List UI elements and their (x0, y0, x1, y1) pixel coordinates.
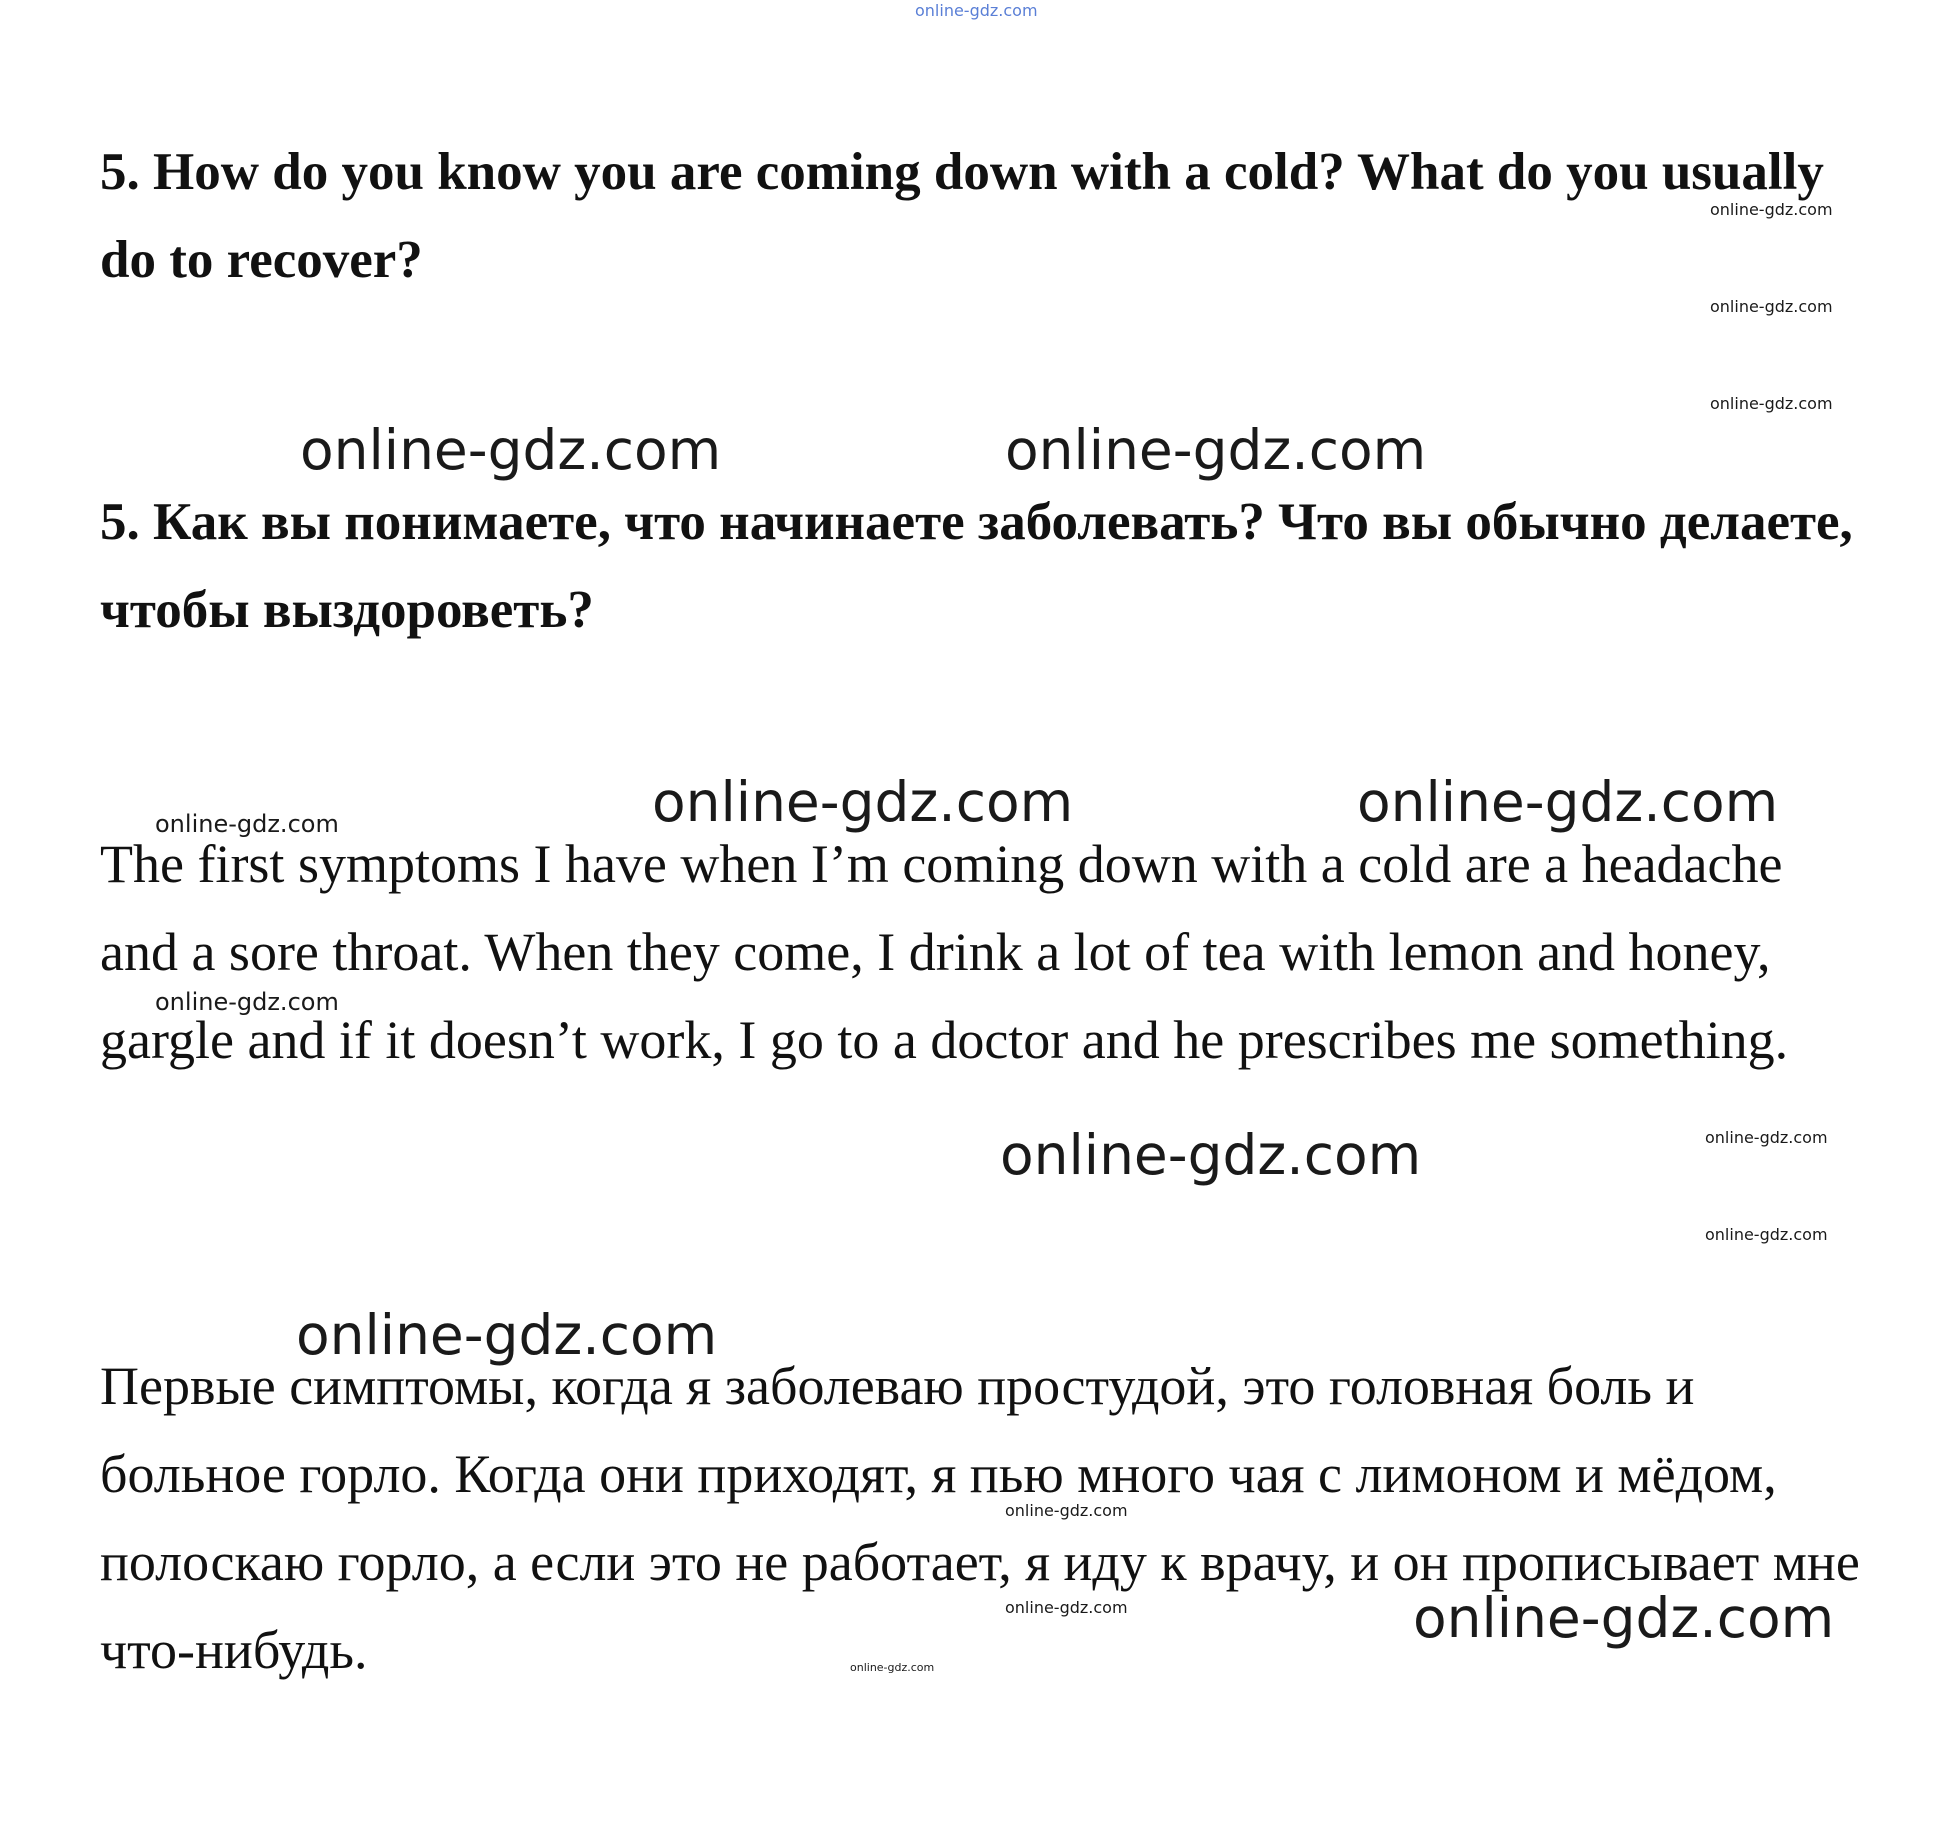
watermark-tiny: online-gdz.com (850, 1661, 935, 1674)
watermark-small: online-gdz.com (1710, 394, 1833, 413)
question-russian: 5. Как вы понимаете, что начинаете заболевать? Что вы обычно делаете, чтобы выздороветь? (100, 493, 1853, 639)
watermark-large: online-gdz.com (300, 418, 722, 482)
question-english: 5. How do you know you are coming down with a cold? What do you usually do to recover? (100, 143, 1824, 289)
watermark-medium: online-gdz.com (155, 810, 339, 838)
watermark-top: online-gdz.com (915, 1, 1038, 20)
watermark-large: online-gdz.com (296, 1303, 718, 1367)
watermark-small: online-gdz.com (1005, 1501, 1128, 1520)
watermark-small: online-gdz.com (1710, 200, 1833, 219)
watermark-large: online-gdz.com (652, 770, 1074, 834)
answer-russian: Первые симптомы, когда я заболеваю простудой, это головная боль и больное горло. Когда они приходят, я пью много чая с лимоном и мёдом, полоскаю горло, а если это не работает, я иду к врачу, и он прописывает мне что-нибудь. (100, 1356, 1860, 1680)
watermark-small: online-gdz.com (1705, 1128, 1828, 1147)
watermark-large: online-gdz.com (1000, 1123, 1422, 1187)
watermark-large: online-gdz.com (1357, 770, 1779, 834)
watermark-small: online-gdz.com (1705, 1225, 1828, 1244)
watermark-large: online-gdz.com (1005, 418, 1427, 482)
watermark-small: online-gdz.com (1005, 1598, 1128, 1617)
watermark-small: online-gdz.com (1710, 297, 1833, 316)
watermark-large: online-gdz.com (1413, 1586, 1835, 1650)
answer-english: The first symptoms I have when I’m coming down with a cold are a headache and a sore throat. When they come, I drink a lot of tea with lemon and honey, gargle and if it doesn’t work, I go to a doctor and he prescribes me something. (100, 834, 1789, 1070)
watermark-medium: online-gdz.com (155, 988, 339, 1016)
